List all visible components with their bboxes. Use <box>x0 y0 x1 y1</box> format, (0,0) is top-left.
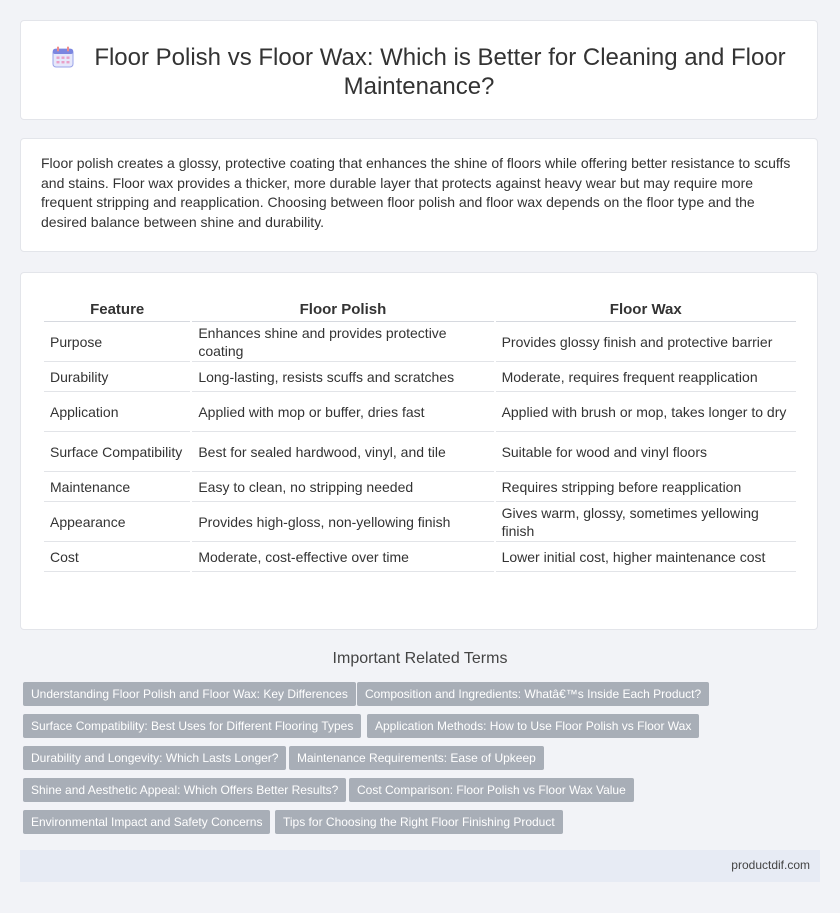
comparison-card <box>20 272 818 630</box>
table-row <box>44 542 796 572</box>
related-term-tag[interactable]: Durability and Longevity: Which Lasts Longer? <box>23 746 286 770</box>
polish-cell: Easy to clean, no stripping needed <box>192 472 493 502</box>
page-title: Floor Polish vs Floor Wax: Which is Better for Cleaning and Floor Maintenance? <box>94 44 786 100</box>
wax-cell: Suitable for wood and vinyl floors <box>496 432 796 472</box>
related-term-tag[interactable]: Application Methods: How to Use Floor Polish vs Floor Wax <box>367 714 699 738</box>
header-floor-polish: Floor Polish <box>192 297 493 322</box>
feature-cell: Application <box>44 392 190 432</box>
polish-cell: Long-lasting, resists scuffs and scratches <box>192 362 493 392</box>
table-row <box>44 502 796 542</box>
wax-cell: Moderate, requires frequent reapplication <box>496 362 796 392</box>
related-term-tag[interactable]: Composition and Ingredients: Whatâ€™s Inside Each Product? <box>357 682 709 706</box>
related-term-tag[interactable]: Understanding Floor Polish and Floor Wax: Key Differences <box>23 682 356 706</box>
feature-cell: Durability <box>44 362 190 392</box>
related-term-tag[interactable]: Cost Comparison: Floor Polish vs Floor Wax Value <box>349 778 634 802</box>
footer-site-link[interactable]: productdif.com <box>731 858 810 872</box>
polish-cell: Best for sealed hardwood, vinyl, and tile <box>192 432 493 472</box>
table-row <box>44 472 796 502</box>
feature-cell: Surface Compatibility <box>44 432 190 472</box>
calendar-icon <box>52 46 74 68</box>
feature-cell: Maintenance <box>44 472 190 502</box>
polish-cell: Enhances shine and provides protective coating <box>192 322 493 362</box>
table-row <box>44 322 796 362</box>
wax-cell: Lower initial cost, higher maintenance cost <box>496 542 796 572</box>
table-row <box>44 392 796 432</box>
related-term-tag[interactable]: Environmental Impact and Safety Concerns <box>23 810 270 834</box>
intro-paragraph: Floor polish creates a glossy, protective coating that enhances the shine of floors while offering better resistance to scuffs and stains. Floor wax provides a thicker, more durable layer that protects against heavy wear but may require more frequent stripping and reapplication. Choosing between floor polish and floor wax depends on the floor type and the desired balance between shine and durability. <box>41 155 791 230</box>
wax-cell: Requires stripping before reapplication <box>496 472 796 502</box>
feature-cell: Cost <box>44 542 190 572</box>
related-term-tag[interactable]: Maintenance Requirements: Ease of Upkeep <box>289 746 544 770</box>
table-row <box>44 432 796 472</box>
header-floor-wax: Floor Wax <box>496 297 796 322</box>
wax-cell: Provides glossy finish and protective barrier <box>496 322 796 362</box>
footer <box>20 850 820 882</box>
wax-cell: Gives warm, glossy, sometimes yellowing finish <box>496 502 796 542</box>
polish-cell: Applied with mop or buffer, dries fast <box>192 392 493 432</box>
polish-cell: Provides high-gloss, non-yellowing finish <box>192 502 493 542</box>
header-feature: Feature <box>44 297 190 322</box>
page-title-wrap <box>51 43 787 101</box>
wax-cell: Applied with brush or mop, takes longer to dry <box>496 392 796 432</box>
table-header-row <box>44 297 796 322</box>
table-row <box>44 362 796 392</box>
feature-cell: Purpose <box>44 322 190 362</box>
related-terms-title: Important Related Terms <box>332 650 508 667</box>
related-term-tag[interactable]: Shine and Aesthetic Appeal: Which Offers Better Results? <box>23 778 346 802</box>
comparison-table <box>42 297 798 572</box>
feature-cell: Appearance <box>44 502 190 542</box>
intro-card <box>20 138 818 252</box>
polish-cell: Moderate, cost-effective over time <box>192 542 493 572</box>
related-term-tag[interactable]: Tips for Choosing the Right Floor Finishing Product <box>275 810 563 834</box>
related-term-tag[interactable]: Surface Compatibility: Best Uses for Different Flooring Types <box>23 714 361 738</box>
header-card <box>20 20 818 120</box>
